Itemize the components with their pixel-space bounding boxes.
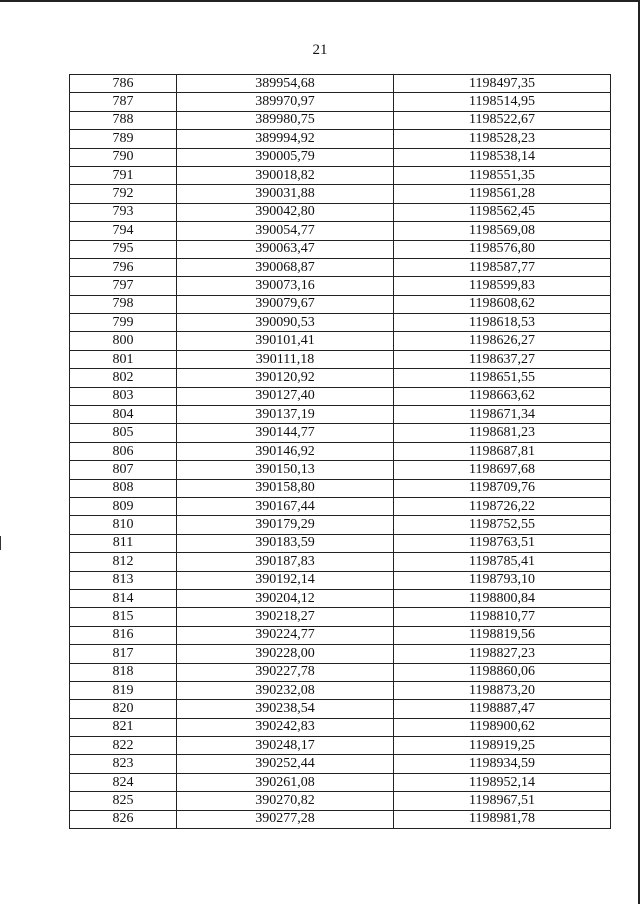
point-number-cell: 799 [70,314,177,332]
x-coordinate-cell: 390005,79 [177,148,394,166]
y-coordinate-cell: 1198599,83 [394,277,611,295]
table-row [70,148,611,166]
point-number-cell: 821 [70,718,177,736]
y-coordinate-cell: 1198709,76 [394,479,611,497]
table-row [70,295,611,313]
table-row [70,737,611,755]
point-number-cell: 793 [70,203,177,221]
point-number-cell: 818 [70,663,177,681]
table-row [70,314,611,332]
y-coordinate-cell: 1198934,59 [394,755,611,773]
table-row [70,258,611,276]
y-coordinate-cell: 1198793,10 [394,571,611,589]
y-coordinate-cell: 1198681,23 [394,424,611,442]
y-coordinate-cell: 1198873,20 [394,681,611,699]
table-row [70,516,611,534]
y-coordinate-cell: 1198810,77 [394,608,611,626]
point-number-cell: 809 [70,497,177,515]
y-coordinate-cell: 1198576,80 [394,240,611,258]
table-row [70,608,611,626]
y-coordinate-cell: 1198587,77 [394,258,611,276]
y-coordinate-cell: 1198569,08 [394,222,611,240]
table-row [70,240,611,258]
y-coordinate-cell: 1198671,34 [394,406,611,424]
x-coordinate-cell: 390179,29 [177,516,394,534]
x-coordinate-cell: 390242,83 [177,718,394,736]
y-coordinate-cell: 1198752,55 [394,516,611,534]
table-row [70,553,611,571]
point-number-cell: 824 [70,773,177,791]
y-coordinate-cell: 1198952,14 [394,773,611,791]
x-coordinate-cell: 390248,17 [177,737,394,755]
point-number-cell: 808 [70,479,177,497]
point-number-cell: 806 [70,442,177,460]
x-coordinate-cell: 390018,82 [177,166,394,184]
table-row [70,222,611,240]
coordinates-table [69,74,611,829]
x-coordinate-cell: 390101,41 [177,332,394,350]
coordinates-table-body [70,75,611,829]
x-coordinate-cell: 390063,47 [177,240,394,258]
table-row [70,387,611,405]
y-coordinate-cell: 1198562,45 [394,203,611,221]
x-coordinate-cell: 390073,16 [177,277,394,295]
table-row [70,185,611,203]
x-coordinate-cell: 390146,92 [177,442,394,460]
x-coordinate-cell: 390192,14 [177,571,394,589]
point-number-cell: 792 [70,185,177,203]
y-coordinate-cell: 1198967,51 [394,792,611,810]
x-coordinate-cell: 390158,80 [177,479,394,497]
x-coordinate-cell: 390232,08 [177,681,394,699]
x-coordinate-cell: 390261,08 [177,773,394,791]
point-number-cell: 805 [70,424,177,442]
y-coordinate-cell: 1198687,81 [394,442,611,460]
y-coordinate-cell: 1198528,23 [394,130,611,148]
x-coordinate-cell: 390224,77 [177,626,394,644]
y-coordinate-cell: 1198551,35 [394,166,611,184]
point-number-cell: 807 [70,461,177,479]
point-number-cell: 819 [70,681,177,699]
y-coordinate-cell: 1198827,23 [394,645,611,663]
table-row [70,350,611,368]
point-number-cell: 800 [70,332,177,350]
y-coordinate-cell: 1198618,53 [394,314,611,332]
point-number-cell: 822 [70,737,177,755]
table-row [70,792,611,810]
scan-edge-mark [0,536,1,550]
table-row [70,166,611,184]
x-coordinate-cell: 389994,92 [177,130,394,148]
table-row [70,369,611,387]
x-coordinate-cell: 390204,12 [177,589,394,607]
point-number-cell: 823 [70,755,177,773]
x-coordinate-cell: 390111,18 [177,350,394,368]
table-row [70,461,611,479]
y-coordinate-cell: 1198726,22 [394,497,611,515]
x-coordinate-cell: 390150,13 [177,461,394,479]
point-number-cell: 816 [70,626,177,644]
table-row [70,773,611,791]
y-coordinate-cell: 1198514,95 [394,93,611,111]
point-number-cell: 810 [70,516,177,534]
table-row [70,755,611,773]
y-coordinate-cell: 1198497,35 [394,75,611,93]
point-number-cell: 826 [70,810,177,828]
y-coordinate-cell: 1198981,78 [394,810,611,828]
x-coordinate-cell: 390277,28 [177,810,394,828]
table-row [70,700,611,718]
x-coordinate-cell: 389970,97 [177,93,394,111]
y-coordinate-cell: 1198626,27 [394,332,611,350]
x-coordinate-cell: 390127,40 [177,387,394,405]
y-coordinate-cell: 1198663,62 [394,387,611,405]
table-row [70,645,611,663]
y-coordinate-cell: 1198785,41 [394,553,611,571]
point-number-cell: 801 [70,350,177,368]
scan-border-top [0,0,640,2]
point-number-cell: 811 [70,534,177,552]
x-coordinate-cell: 390183,59 [177,534,394,552]
y-coordinate-cell: 1198561,28 [394,185,611,203]
x-coordinate-cell: 390227,78 [177,663,394,681]
table-row [70,332,611,350]
table-row [70,589,611,607]
point-number-cell: 817 [70,645,177,663]
y-coordinate-cell: 1198900,62 [394,718,611,736]
x-coordinate-cell: 390167,44 [177,497,394,515]
table-row [70,810,611,828]
table-row [70,277,611,295]
y-coordinate-cell: 1198522,67 [394,111,611,129]
point-number-cell: 787 [70,93,177,111]
y-coordinate-cell: 1198538,14 [394,148,611,166]
point-number-cell: 820 [70,700,177,718]
point-number-cell: 814 [70,589,177,607]
point-number-cell: 795 [70,240,177,258]
table-row [70,718,611,736]
x-coordinate-cell: 390144,77 [177,424,394,442]
table-row [70,93,611,111]
y-coordinate-cell: 1198637,27 [394,350,611,368]
x-coordinate-cell: 390270,82 [177,792,394,810]
point-number-cell: 802 [70,369,177,387]
y-coordinate-cell: 1198697,68 [394,461,611,479]
x-coordinate-cell: 390079,67 [177,295,394,313]
table-row [70,479,611,497]
y-coordinate-cell: 1198763,51 [394,534,611,552]
x-coordinate-cell: 390238,54 [177,700,394,718]
point-number-cell: 791 [70,166,177,184]
x-coordinate-cell: 390218,27 [177,608,394,626]
x-coordinate-cell: 389954,68 [177,75,394,93]
table-row [70,534,611,552]
x-coordinate-cell: 390042,80 [177,203,394,221]
table-row [70,497,611,515]
x-coordinate-cell: 390068,87 [177,258,394,276]
x-coordinate-cell: 389980,75 [177,111,394,129]
point-number-cell: 790 [70,148,177,166]
x-coordinate-cell: 390031,88 [177,185,394,203]
table-row [70,424,611,442]
point-number-cell: 813 [70,571,177,589]
table-row [70,681,611,699]
y-coordinate-cell: 1198919,25 [394,737,611,755]
table-row [70,75,611,93]
point-number-cell: 798 [70,295,177,313]
page-number: 21 [312,42,328,58]
y-coordinate-cell: 1198819,56 [394,626,611,644]
y-coordinate-cell: 1198800,84 [394,589,611,607]
x-coordinate-cell: 390090,53 [177,314,394,332]
y-coordinate-cell: 1198651,55 [394,369,611,387]
table-row [70,442,611,460]
y-coordinate-cell: 1198860,06 [394,663,611,681]
table-row [70,130,611,148]
point-number-cell: 815 [70,608,177,626]
table-row [70,663,611,681]
point-number-cell: 804 [70,406,177,424]
point-number-cell: 797 [70,277,177,295]
x-coordinate-cell: 390228,00 [177,645,394,663]
table-row [70,626,611,644]
point-number-cell: 796 [70,258,177,276]
point-number-cell: 803 [70,387,177,405]
x-coordinate-cell: 390054,77 [177,222,394,240]
table-row [70,111,611,129]
point-number-cell: 788 [70,111,177,129]
x-coordinate-cell: 390120,92 [177,369,394,387]
point-number-cell: 825 [70,792,177,810]
table-row [70,571,611,589]
point-number-cell: 789 [70,130,177,148]
x-coordinate-cell: 390187,83 [177,553,394,571]
x-coordinate-cell: 390137,19 [177,406,394,424]
point-number-cell: 812 [70,553,177,571]
point-number-cell: 794 [70,222,177,240]
x-coordinate-cell: 390252,44 [177,755,394,773]
y-coordinate-cell: 1198608,62 [394,295,611,313]
y-coordinate-cell: 1198887,47 [394,700,611,718]
table-row [70,406,611,424]
table-row [70,203,611,221]
point-number-cell: 786 [70,75,177,93]
